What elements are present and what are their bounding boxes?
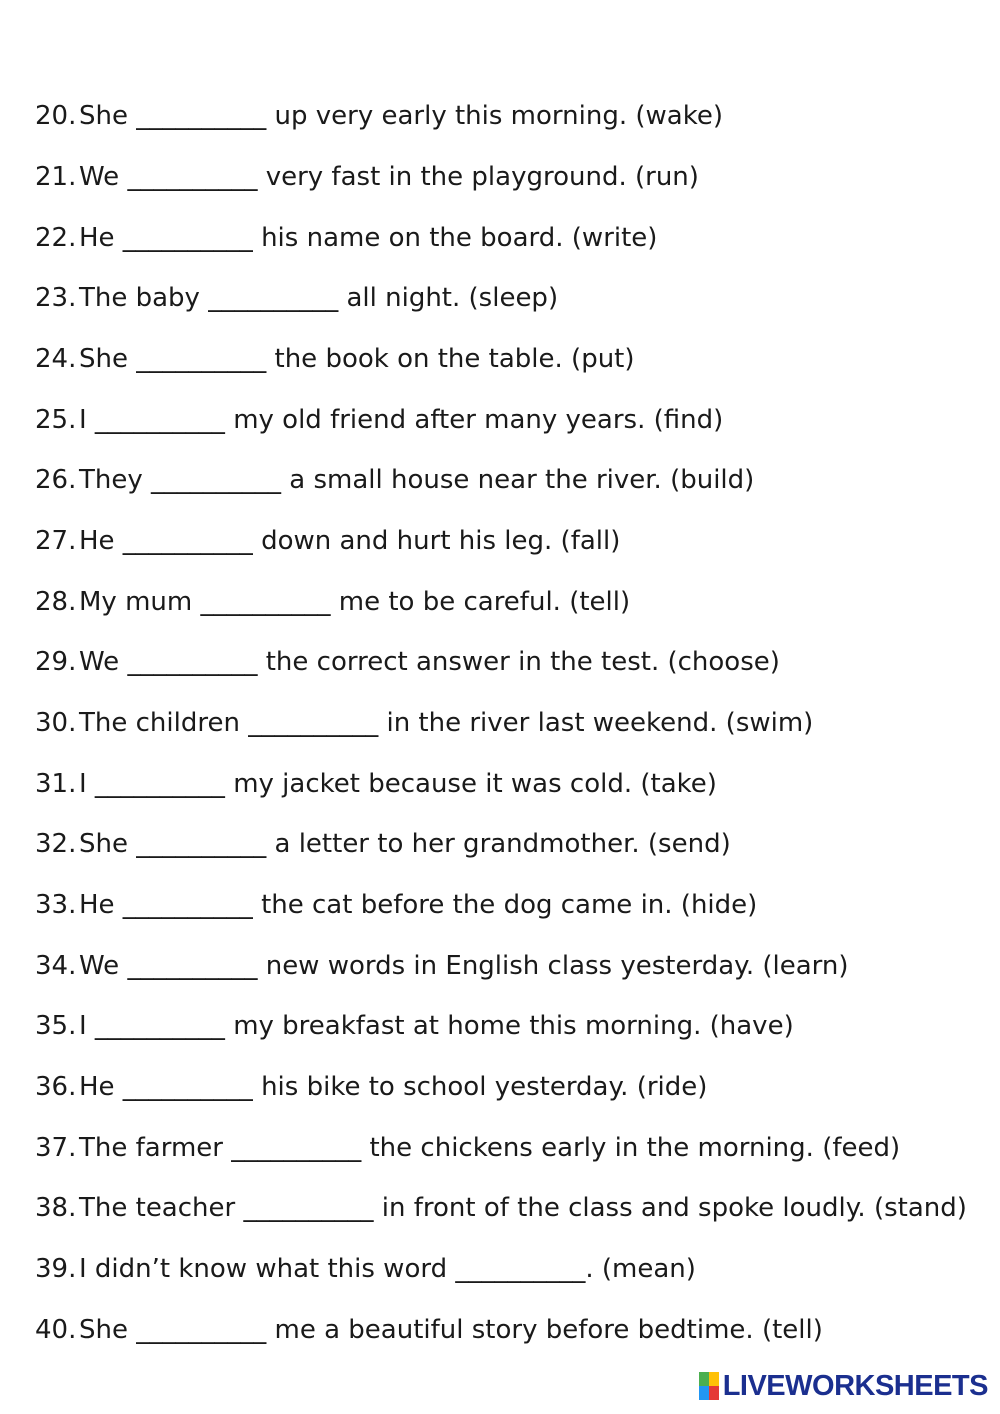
item-sentence: I __________ my jacket because it was cold. (take) — [79, 769, 717, 799]
item-sentence: She __________ up very early this morning. (wake) — [79, 101, 723, 131]
exercise-item-33 — [35, 885, 757, 925]
exercise-item-32 — [35, 824, 731, 864]
liveworksheets-logo[interactable] — [699, 1366, 988, 1406]
exercise-item-31 — [35, 764, 717, 804]
exercise-item-26 — [35, 460, 754, 500]
item-sentence: He __________ his bike to school yesterday. (ride) — [79, 1072, 708, 1102]
item-number: 23. — [35, 283, 77, 313]
item-number: 20. — [35, 101, 77, 131]
exercise-item-25 — [35, 400, 723, 440]
exercise-item-34 — [35, 946, 849, 986]
item-sentence: We __________ the correct answer in the test. (choose) — [79, 647, 780, 677]
item-sentence: The baby __________ all night. (sleep) — [79, 283, 559, 313]
item-number: 36. — [35, 1072, 77, 1102]
item-sentence: We __________ new words in English class yesterday. (learn) — [79, 951, 849, 981]
exercise-item-38 — [35, 1188, 967, 1228]
item-sentence: She __________ me a beautiful story before bedtime. (tell) — [79, 1315, 823, 1345]
exercise-item-27 — [35, 521, 620, 561]
logo-text: LIVEWORKSHEETS — [722, 1369, 988, 1402]
item-sentence: The children __________ in the river last weekend. (swim) — [79, 708, 814, 738]
item-number: 35. — [35, 1011, 77, 1041]
exercise-item-29 — [35, 642, 780, 682]
exercise-item-37 — [35, 1128, 900, 1168]
item-number: 29. — [35, 647, 77, 677]
item-sentence: She __________ the book on the table. (put) — [79, 344, 635, 374]
item-number: 30. — [35, 708, 77, 738]
exercise-item-23 — [35, 278, 558, 318]
logo-square-green — [699, 1372, 709, 1386]
exercise-item-40 — [35, 1310, 823, 1350]
item-number: 38. — [35, 1193, 77, 1223]
item-sentence: I __________ my old friend after many years. (find) — [79, 405, 724, 435]
logo-square-yellow — [709, 1372, 719, 1386]
item-number: 25. — [35, 405, 77, 435]
item-number: 40. — [35, 1315, 77, 1345]
exercise-item-30 — [35, 703, 813, 743]
logo-square-red — [709, 1386, 719, 1400]
logo-square-blue — [699, 1386, 709, 1400]
item-sentence: He __________ the cat before the dog came in. (hide) — [79, 890, 758, 920]
exercise-item-36 — [35, 1067, 707, 1107]
item-number: 21. — [35, 162, 77, 192]
exercise-item-21 — [35, 157, 699, 197]
item-sentence: I didn’t know what this word __________. (mean) — [79, 1254, 696, 1284]
item-sentence: We __________ very fast in the playground. (run) — [79, 162, 699, 192]
item-number: 28. — [35, 587, 77, 617]
item-sentence: He __________ his name on the board. (write) — [79, 223, 658, 253]
exercise-item-22 — [35, 218, 657, 258]
exercise-item-28 — [35, 582, 630, 622]
item-sentence: My mum __________ me to be careful. (tell) — [79, 587, 631, 617]
item-sentence: The farmer __________ the chickens early in the morning. (feed) — [79, 1133, 901, 1163]
item-sentence: The teacher __________ in front of the class and spoke loudly. (stand) — [79, 1193, 967, 1223]
item-sentence: She __________ a letter to her grandmother. (send) — [79, 829, 731, 859]
exercise-item-20 — [35, 96, 723, 136]
item-number: 39. — [35, 1254, 77, 1284]
item-sentence: I __________ my breakfast at home this morning. (have) — [79, 1011, 794, 1041]
item-number: 27. — [35, 526, 77, 556]
item-number: 31. — [35, 769, 77, 799]
item-sentence: He __________ down and hurt his leg. (fall) — [79, 526, 621, 556]
item-sentence: They __________ a small house near the river. (build) — [79, 465, 755, 495]
item-number: 34. — [35, 951, 77, 981]
item-number: 33. — [35, 890, 77, 920]
exercise-item-24 — [35, 339, 635, 379]
item-number: 22. — [35, 223, 77, 253]
exercise-item-35 — [35, 1006, 794, 1046]
item-number: 24. — [35, 344, 77, 374]
exercise-item-39 — [35, 1249, 696, 1289]
item-number: 26. — [35, 465, 77, 495]
liveworksheets-logo-icon — [699, 1372, 719, 1400]
item-number: 32. — [35, 829, 77, 859]
item-number: 37. — [35, 1133, 77, 1163]
